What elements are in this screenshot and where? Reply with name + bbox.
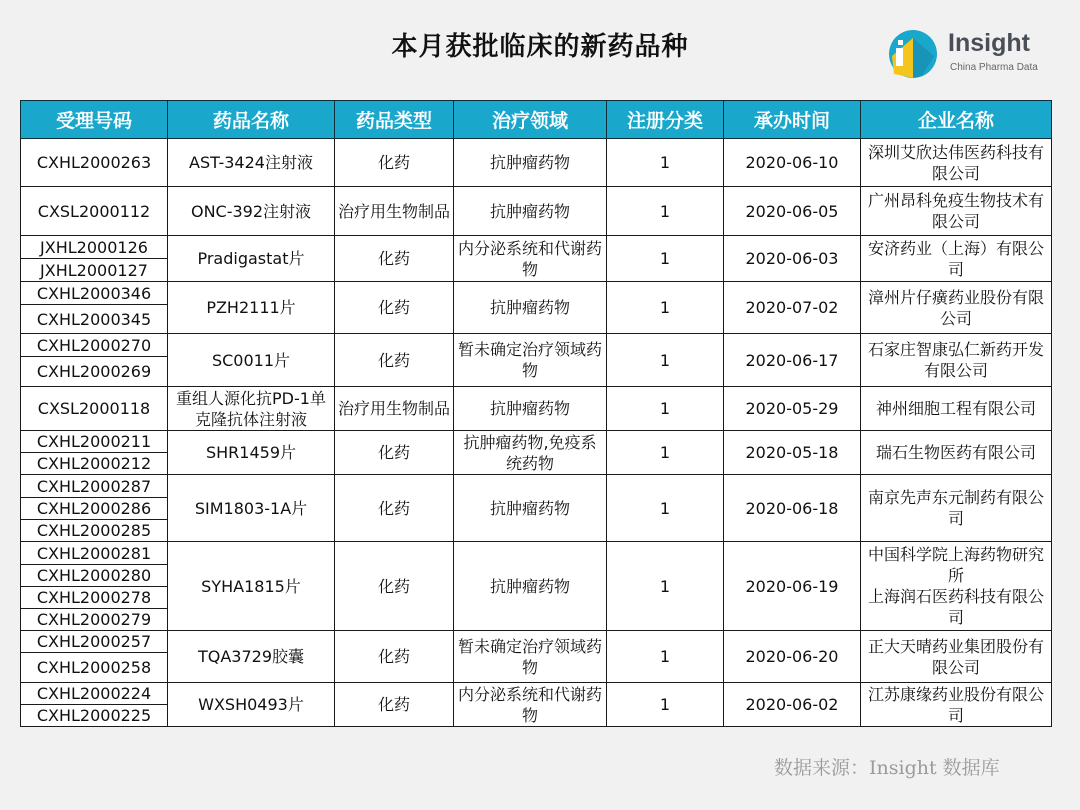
data-source-note: 数据来源：Insight 数据库 xyxy=(774,757,1000,779)
acceptance-number: CXHL2000257 xyxy=(21,631,168,653)
acceptance-number: CXHL2000280 xyxy=(21,565,168,587)
company-name-line: 上海润石医药科技有限公司 xyxy=(867,587,1044,627)
table-row xyxy=(21,631,1052,653)
handling-date: 2020-06-03 xyxy=(724,236,861,282)
logo-wordmark: Insight xyxy=(948,29,1030,57)
handling-date: 2020-05-29 xyxy=(724,387,861,431)
handling-date: 2020-05-18 xyxy=(724,431,861,475)
therapeutic-area: 抗肿瘤药物 xyxy=(454,475,607,542)
drug-name: SHR1459片 xyxy=(168,431,335,475)
drug-type: 治疗用生物制品 xyxy=(335,187,454,236)
therapeutic-area: 暂未确定治疗领域药物 xyxy=(454,631,607,683)
drug-name: SYHA1815片 xyxy=(168,542,335,631)
company-name: 瑞石生物医药有限公司 xyxy=(861,431,1052,475)
registration-class: 1 xyxy=(607,187,724,236)
registration-class: 1 xyxy=(607,431,724,475)
therapeutic-area: 抗肿瘤药物 xyxy=(454,139,607,187)
drug-name: AST-3424注射液 xyxy=(168,139,335,187)
drug-name: TQA3729胶囊 xyxy=(168,631,335,683)
acceptance-number: CXHL2000281 xyxy=(21,542,168,565)
company-name-line: 中国科学院上海药物研究所 xyxy=(867,545,1044,585)
insight-logo-icon xyxy=(882,26,944,82)
drug-type: 化药 xyxy=(335,542,454,631)
company-name: 江苏康缘药业股份有限公司 xyxy=(861,683,1052,727)
acceptance-number: CXHL2000258 xyxy=(21,653,168,683)
handling-date: 2020-06-19 xyxy=(724,542,861,631)
drug-name: 重组人源化抗PD-1单克隆抗体注射液 xyxy=(168,387,335,431)
company-name: 石家庄智康弘仁新药开发有限公司 xyxy=(861,334,1052,387)
therapeutic-area: 抗肿瘤药物 xyxy=(454,187,607,236)
acceptance-number: CXHL2000212 xyxy=(21,453,168,475)
registration-class: 1 xyxy=(607,139,724,187)
table-row xyxy=(21,475,1052,498)
handling-date: 2020-06-02 xyxy=(724,683,861,727)
drug-type: 治疗用生物制品 xyxy=(335,387,454,431)
drug-name: SC0011片 xyxy=(168,334,335,387)
company-name: 神州细胞工程有限公司 xyxy=(861,387,1052,431)
drug-type: 化药 xyxy=(335,475,454,542)
registration-class: 1 xyxy=(607,334,724,387)
acceptance-number: CXHL2000270 xyxy=(21,334,168,357)
drug-type: 化药 xyxy=(335,139,454,187)
table-row xyxy=(21,236,1052,259)
drug-type: 化药 xyxy=(335,683,454,727)
acceptance-number: CXHL2000269 xyxy=(21,357,168,387)
therapeutic-area: 抗肿瘤药物,免疫系统药物 xyxy=(454,431,607,475)
therapeutic-area: 内分泌系统和代谢药物 xyxy=(454,683,607,727)
table-row xyxy=(21,431,1052,453)
therapeutic-area: 暂未确定治疗领域药物 xyxy=(454,334,607,387)
registration-class: 1 xyxy=(607,475,724,542)
handling-date: 2020-06-18 xyxy=(724,475,861,542)
acceptance-number: JXHL2000127 xyxy=(21,259,168,282)
header-acceptance-number: 受理号码 xyxy=(21,101,168,139)
registration-class: 1 xyxy=(607,236,724,282)
table-row xyxy=(21,282,1052,305)
table-row xyxy=(21,542,1052,565)
registration-class: 1 xyxy=(607,282,724,334)
header-drug-name: 药品名称 xyxy=(168,101,335,139)
handling-date: 2020-07-02 xyxy=(724,282,861,334)
registration-class: 1 xyxy=(607,631,724,683)
acceptance-number: CXHL2000211 xyxy=(21,431,168,453)
handling-date: 2020-06-17 xyxy=(724,334,861,387)
company-name: 广州昂科免疫生物技术有限公司 xyxy=(861,187,1052,236)
drug-type: 化药 xyxy=(335,431,454,475)
company-name: 深圳艾欣达伟医药科技有限公司 xyxy=(861,139,1052,187)
drug-type: 化药 xyxy=(335,236,454,282)
acceptance-number: CXHL2000285 xyxy=(21,520,168,542)
company-name: 安济药业（上海）有限公司 xyxy=(861,236,1052,282)
approved-drugs-table xyxy=(20,100,1052,727)
drug-name: ONC-392注射液 xyxy=(168,187,335,236)
acceptance-number: CXHL2000278 xyxy=(21,587,168,609)
registration-class: 1 xyxy=(607,683,724,727)
drug-type: 化药 xyxy=(335,334,454,387)
table-header-row xyxy=(21,101,1052,139)
therapeutic-area: 抗肿瘤药物 xyxy=(454,282,607,334)
handling-date: 2020-06-10 xyxy=(724,139,861,187)
drug-name: WXSH0493片 xyxy=(168,683,335,727)
acceptance-number: CXHL2000263 xyxy=(21,139,168,187)
table-row xyxy=(21,334,1052,357)
acceptance-number: CXHL2000224 xyxy=(21,683,168,705)
drug-name: Pradigastat片 xyxy=(168,236,335,282)
registration-class: 1 xyxy=(607,387,724,431)
acceptance-number: CXHL2000286 xyxy=(21,498,168,520)
acceptance-number: CXHL2000225 xyxy=(21,705,168,727)
logo-subtitle: China Pharma Data xyxy=(950,62,1038,73)
acceptance-number: CXSL2000118 xyxy=(21,387,168,431)
header-drug-type: 药品类型 xyxy=(335,101,454,139)
acceptance-number: JXHL2000126 xyxy=(21,236,168,259)
acceptance-number: CXSL2000112 xyxy=(21,187,168,236)
drug-type: 化药 xyxy=(335,282,454,334)
therapeutic-area: 抗肿瘤药物 xyxy=(454,542,607,631)
therapeutic-area: 抗肿瘤药物 xyxy=(454,387,607,431)
header-handling-date: 承办时间 xyxy=(724,101,861,139)
drug-type: 化药 xyxy=(335,631,454,683)
table-row xyxy=(21,683,1052,705)
company-name xyxy=(861,542,1052,631)
header-therapeutic-area: 治疗领域 xyxy=(454,101,607,139)
handling-date: 2020-06-05 xyxy=(724,187,861,236)
company-name: 漳州片仔癀药业股份有限公司 xyxy=(861,282,1052,334)
acceptance-number: CXHL2000345 xyxy=(21,305,168,334)
table-row xyxy=(21,387,1052,431)
header-registration-class: 注册分类 xyxy=(607,101,724,139)
therapeutic-area: 内分泌系统和代谢药物 xyxy=(454,236,607,282)
insight-logo xyxy=(880,26,1050,82)
table-row xyxy=(21,139,1052,187)
registration-class: 1 xyxy=(607,542,724,631)
handling-date: 2020-06-20 xyxy=(724,631,861,683)
acceptance-number: CXHL2000287 xyxy=(21,475,168,498)
drug-name: PZH2111片 xyxy=(168,282,335,334)
page-title: 本月获批临床的新药品种 xyxy=(391,32,689,62)
acceptance-number: CXHL2000279 xyxy=(21,609,168,631)
company-name: 正大天晴药业集团股份有限公司 xyxy=(861,631,1052,683)
table-row xyxy=(21,187,1052,236)
acceptance-number: CXHL2000346 xyxy=(21,282,168,305)
drug-name: SIM1803-1A片 xyxy=(168,475,335,542)
company-name: 南京先声东元制药有限公司 xyxy=(861,475,1052,542)
header-company-name: 企业名称 xyxy=(861,101,1052,139)
